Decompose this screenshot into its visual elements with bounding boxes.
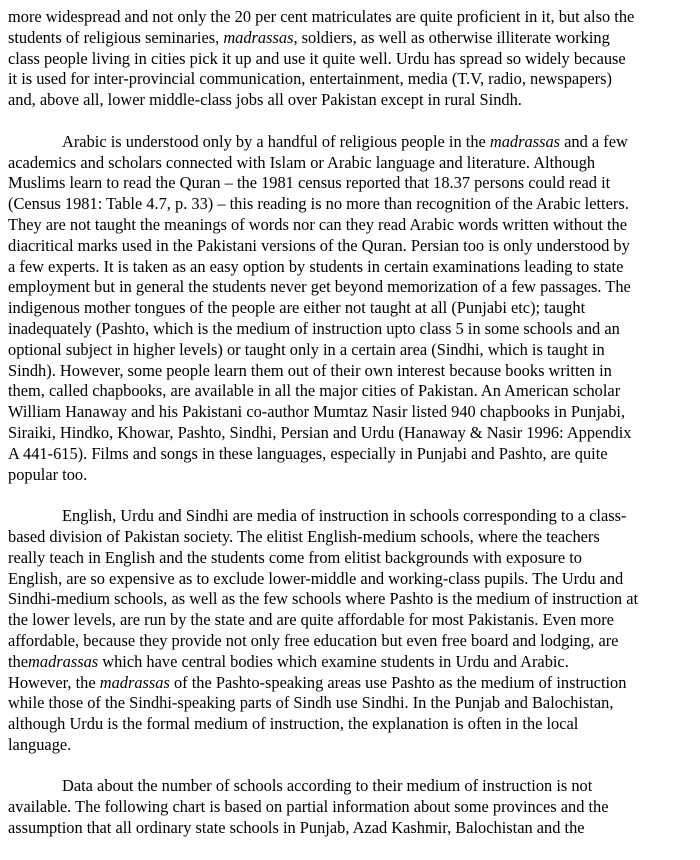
text-line [8, 548, 692, 569]
text-run: Siraiki, Hindko, Khowar, Pashto, Sindhi, Persian and Urdu (Hanaway & Nasir 1996: Appendix [8, 422, 632, 442]
text-run: and a few [560, 131, 628, 151]
text-line [8, 631, 692, 652]
text-run: diacritical marks used in the Pakistani versions of the Quran. Persian too is only understood by [8, 235, 630, 255]
text-line [8, 652, 692, 673]
text-line [8, 589, 692, 610]
text-run: although Urdu is the formal medium of instruction, the explanation is often in the local [8, 714, 579, 734]
text-run: Sindh). However, some people learn them out of their own interest because books written in [8, 360, 612, 380]
text-run: Data about the number of schools according to their medium of instruction is not [62, 776, 593, 796]
italic-term: madrassas [223, 27, 294, 47]
text-run: of the Pashto-speaking areas use Pashto as the medium of instruction [169, 672, 627, 692]
text-line [8, 215, 692, 236]
text-run: language. [8, 734, 72, 754]
text-line [8, 319, 692, 340]
paragraph [8, 776, 692, 838]
text-run: class people living in cities pick it up and use it quite well. Urdu has spread so widely because [8, 48, 626, 68]
text-line [8, 465, 692, 486]
text-run: and, above all, lower middle-class jobs all over Pakistan except in rural Sindh. [8, 90, 522, 110]
text-run: English, are so expensive as to exclude lower-middle and working-class pupils. The Urdu and [8, 568, 624, 588]
text-run: A 441-615). Films and songs in these languages, especially in Punjabi and Pashto, are quite [8, 443, 608, 463]
text-line [8, 277, 692, 298]
text-run: English, Urdu and Sindhi are media of instruction in schools corresponding to a class- [62, 506, 627, 526]
italic-term: madrassas [489, 131, 561, 151]
text-run: available. The following chart is based on partial information about some provinces and the [8, 797, 609, 817]
text-run: They are not taught the meanings of words nor can they read Arabic words written without the [8, 214, 628, 234]
text-run: really teach in English and the students come from elitist backgrounds with exposure to [8, 547, 582, 567]
text-line [8, 257, 692, 278]
text-run: Sindhi-medium schools, as well as the few schools where Pashto is the medium of instruction at [8, 589, 639, 609]
text-line [8, 506, 692, 527]
text-line [8, 423, 692, 444]
text-line [8, 69, 692, 90]
text-run: inadequately (Pashto, which is the medium of instruction upto class 5 in some schools and an [8, 318, 620, 338]
text-run: academics and scholars connected with Islam or Arabic language and literature. Although [8, 152, 596, 172]
text-run: employment but in general the students never get beyond memorization of a few passages. The [8, 277, 631, 297]
paragraph [8, 506, 692, 756]
text-run: more widespread and not only the 20 per cent matriculates are quite proficient in it, but also the [8, 7, 635, 26]
text-line [8, 693, 692, 714]
text-run: them, called chapbooks, are available in all the major cities of Pakistan. An American scholar [8, 381, 621, 401]
text-run: , soldiers, as well as otherwise illiterate working [293, 27, 610, 47]
text-line [8, 90, 692, 111]
text-line [8, 569, 692, 590]
text-line [8, 444, 692, 465]
text-run: the [8, 651, 29, 671]
text-line [8, 153, 692, 174]
text-run: the lower levels, are run by the state and are quite affordable for most Pakistanis. Even more [8, 610, 614, 630]
text-line [8, 797, 692, 818]
text-line [8, 735, 692, 756]
text-line [8, 340, 692, 361]
text-run: However, the [8, 672, 100, 692]
text-line [8, 402, 692, 423]
text-run: William Hanaway and his Pakistani co-author Mumtaz Nasir listed 940 chapbooks in Punjabi, [8, 402, 626, 422]
text-run: indigenous mother tongues of the people are either not taught at all (Punjabi etc); taught [8, 298, 586, 318]
text-line [8, 298, 692, 319]
text-run: Arabic is understood only by a handful of religious people in the [62, 131, 490, 151]
text-line [8, 673, 692, 694]
text-line [8, 714, 692, 735]
text-line [8, 173, 692, 194]
text-run: optional subject in higher levels) or taught only in a certain area (Sindhi, which is taught in [8, 339, 605, 359]
text-line [8, 527, 692, 548]
text-line [8, 361, 692, 382]
text-run: while those of the Sindhi-speaking parts of Sindh use Sindhi. In the Punjab and Balochistan, [8, 693, 614, 713]
paragraph [8, 132, 692, 486]
text-run: based division of Pakistan society. The elitist English-medium schools, where the teachers [8, 526, 600, 546]
text-line [8, 7, 692, 28]
text-run: popular too. [8, 464, 88, 484]
paragraph [8, 7, 692, 111]
text-run: (Census 1981: Table 4.7, p. 33) – this reading is no more than recognition of the Arabic letters. [8, 194, 629, 214]
text-run: assumption that all ordinary state schools in Punjab, Azad Kashmir, Balochistan and the [8, 818, 585, 838]
italic-term: madrassas [28, 651, 99, 671]
text-line [8, 818, 692, 839]
text-run: Muslims learn to read the Quran – the 1981 census reported that 18.37 persons could read it [8, 173, 611, 193]
text-line [8, 610, 692, 631]
text-line [8, 776, 692, 797]
text-line [8, 194, 692, 215]
text-line [8, 49, 692, 70]
text-line [8, 381, 692, 402]
text-line [8, 236, 692, 257]
text-run: affordable, because they provide not only free education but even free board and lodging, are [8, 630, 619, 650]
text-run: a few experts. It is taken as an easy option by students in certain examinations leading to state [8, 256, 624, 276]
text-run: it is used for inter-provincial communication, entertainment, media (T.V, radio, newspapers) [8, 69, 612, 89]
text-line [8, 132, 692, 153]
text-run: students of religious seminaries, [8, 27, 224, 47]
text-line [8, 28, 692, 49]
document-page [8, 7, 692, 860]
italic-term: madrassas [99, 672, 170, 692]
text-run: which have central bodies which examine students in Urdu and Arabic. [98, 651, 569, 671]
